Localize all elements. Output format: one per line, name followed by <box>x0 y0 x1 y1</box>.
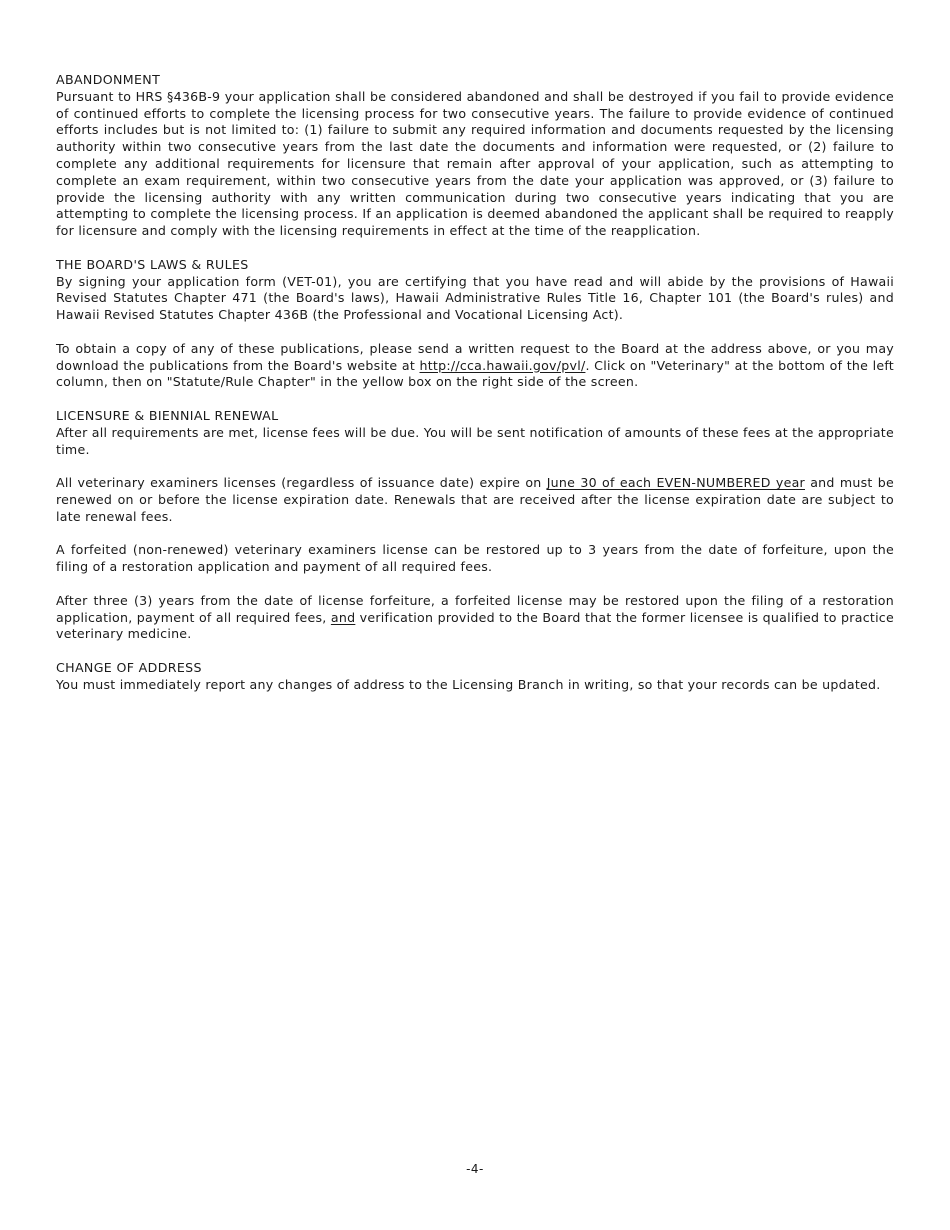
address-section <box>56 660 894 694</box>
laws-rules-section <box>56 257 894 391</box>
expiration-date-text: June 30 of each EVEN-NUMBERED year <box>546 475 805 491</box>
expiration-text-start: All veterinary examiners licenses (regardless of issuance date) expire on <box>56 475 547 491</box>
restoration-paragraph <box>56 593 894 643</box>
laws-rules-paragraph: By signing your application form (VET-01), you are certifying that you have read and will abide by the provisions of Hawaii Revised Statutes Chapter 471 (the Board's laws), Hawaii Administrative Rules Title 16, Chapter 101 (the Board's rules) and Hawaii Revised Statutes Chapter 436B (the Professional and Vocational Licensing Act). <box>56 273 894 323</box>
expiration-text-end: and must be renewed on or before the license expiration date. Renewals that are received after the license expiration date are subject to late renewal fees. <box>56 475 895 524</box>
expiration-paragraph <box>56 475 894 525</box>
license-fees-paragraph: After all requirements are met, license fees will be due. You will be sent notification of amounts of these fees at the appropriate time. <box>56 424 894 457</box>
abandonment-heading: ABANDONMENT <box>56 72 161 87</box>
restoration-text-end: verification provided to the Board that the former licensee is qualified to practice veterinary medicine. <box>56 609 894 642</box>
forfeiture-paragraph: A forfeited (non-renewed) veterinary examiners license can be restored up to 3 years from the date of forfeiture, upon the filing of a restoration application and payment of all required fees. <box>56 542 894 575</box>
publications-text-start: To obtain a copy of any of these publications, please send a written request to the Board at the address above, or you may download the publications from the Board's website at <box>56 340 894 373</box>
publications-text-end: . Click on "Veterinary" at the bottom of the left column, then on "Statute/Rule Chapter" in the yellow box on the right side of the screen. <box>56 357 894 390</box>
renewal-section <box>56 408 894 643</box>
address-heading: CHANGE OF ADDRESS <box>56 659 202 675</box>
renewal-heading: LICENSURE & BIENNIAL RENEWAL <box>56 407 279 423</box>
page-number: -4- <box>466 1162 484 1176</box>
board-website-link[interactable]: http://cca.hawaii.gov/pvl/ <box>419 357 586 373</box>
restoration-and-text: and <box>330 609 356 625</box>
laws-rules-heading: THE BOARD'S LAWS & RULES <box>56 256 249 272</box>
address-paragraph: You must immediately report any changes of address to the Licensing Branch in writing, so that your records can be updated. <box>56 676 881 692</box>
abandonment-paragraph: Pursuant to HRS §436B-9 your application shall be considered abandoned and shall be destroyed if you fail to provide evidence of continued efforts to complete the licensing process for two consecutive years. The failure to provide evidence of continued efforts includes but is not limited to: (1) failure to submit any required information and documents requested by the licensing authority within two consecutive years from the last date the documents and information were requested, or (2) failure to complete any additional requirements for licensure that remain after approval of your application, such as attempting to complete an exam requirement, within two consecutive years from the date your application was approved, or (3) failure to provide the licensing authority with any written communication during two consecutive years indicating that you are attempting to complete the licensing process. If an application is deemed abandoned the applicant shall be required to reapply for licensure and comply with the licensing requirements in effect at the time of the reapplication. <box>56 88 894 239</box>
abandonment-section <box>56 72 894 240</box>
publications-paragraph <box>56 341 894 391</box>
restoration-text-start: After three (3) years from the date of license forfeiture, a forfeited license may be restored upon the filing of a restoration application, payment of all required fees, <box>56 592 894 625</box>
document-page <box>56 72 894 710</box>
